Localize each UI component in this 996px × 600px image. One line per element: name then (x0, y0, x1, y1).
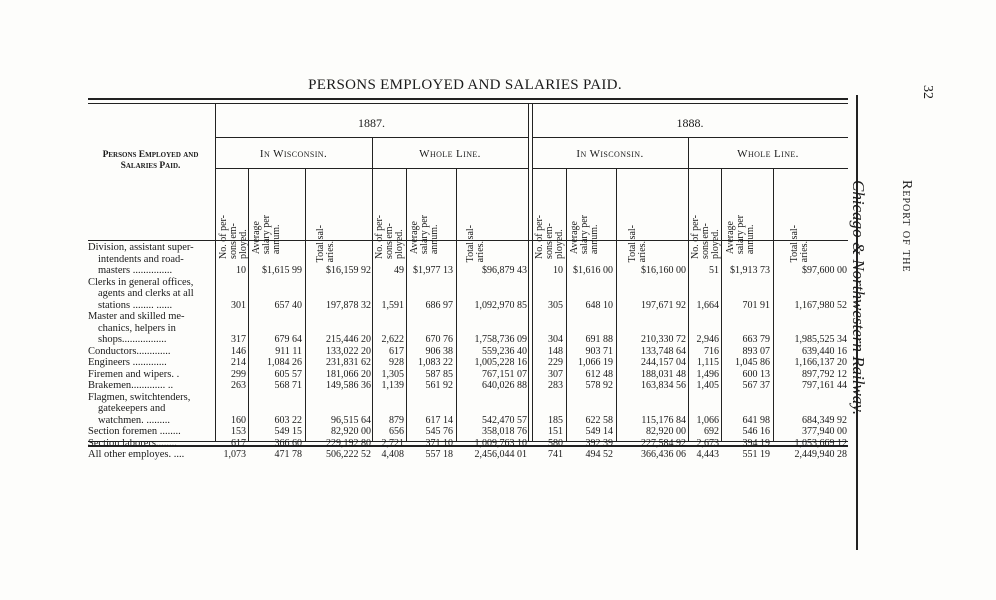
table-cell: 622 58 (585, 414, 613, 426)
column-header: No. of per- sons em- ployed. (690, 215, 721, 259)
table-cell: 10 (553, 265, 563, 276)
table-cell: 686 97 (425, 299, 453, 311)
table-cell: 679 64 (274, 334, 302, 345)
row-label: shops................. (98, 334, 167, 345)
col-divider (305, 168, 306, 441)
table-cell: 471 78 (274, 449, 302, 460)
table-cell: 1,045 86 (735, 357, 770, 368)
column-header: No. of per- sons em- ployed. (218, 215, 249, 259)
table-cell: 639,440 16 (802, 345, 847, 357)
table-cell: $97,600 00 (802, 265, 847, 276)
table-cell: 188,031 48 (641, 368, 686, 380)
table-cell: 580 (548, 437, 563, 449)
region-whole-line-1888: Whole Line. (737, 148, 799, 160)
table-cell: 568 71 (274, 380, 302, 391)
table-cell: 567 37 (742, 380, 770, 391)
table-cell: 605 57 (274, 368, 302, 380)
region-wisconsin-1888: In Wisconsin. (576, 148, 644, 160)
table-cell: 1,066 (696, 414, 719, 426)
table-cell: 1,167,980 52 (794, 299, 847, 311)
table-cell: 1,496 (696, 368, 719, 380)
table-cell: 691 88 (585, 334, 613, 345)
column-header: Average salary per annum. (409, 215, 440, 255)
table-cell: 149,586 36 (326, 380, 371, 391)
table-cell: 640,026 88 (482, 380, 527, 391)
table-cell: 160 (231, 414, 246, 426)
row-label: Section foremen ........ (88, 426, 181, 437)
table-cell: 1,066 19 (578, 357, 613, 368)
table-cell: 1,758,736 09 (474, 334, 527, 345)
table-cell: 1,005,228 16 (474, 357, 527, 368)
table-cell: 545 76 (425, 426, 453, 437)
table-cell: 692 (704, 426, 719, 437)
row-label: All other employes. .... (88, 449, 185, 460)
row-label: masters ............... (98, 265, 173, 276)
table-cell: 1,166,137 20 (794, 357, 847, 368)
table-cell: 358,018 76 (482, 426, 527, 437)
table-cell: 1,305 (381, 368, 404, 380)
table-cell: 197,878 32 (326, 299, 371, 311)
table-cell: 587 85 (425, 368, 453, 380)
table-cell: 906 38 (425, 345, 453, 357)
column-header: No. of per- sons em- ployed. (534, 215, 565, 259)
column-header: Total sal- aries. (627, 225, 648, 263)
table-cell: 684,349 92 (802, 414, 847, 426)
table-cell: 546 16 (742, 426, 770, 437)
table-cell: 617 14 (425, 414, 453, 426)
table-cell: 49 (394, 265, 404, 276)
row-label: Section laborers........ (88, 437, 177, 449)
table-cell: 897,792 12 (802, 368, 847, 380)
row-label: stations ........ ...... (98, 299, 173, 311)
table-cell: 163,834 56 (641, 380, 686, 391)
row-label: Engineers ............. (88, 357, 167, 368)
region-divider-1887 (372, 137, 373, 441)
column-header: Average salary per annum. (251, 215, 282, 255)
table-cell: 559,236 40 (482, 345, 527, 357)
row-label: chanics, helpers in (98, 322, 176, 334)
year-1888: 1888. (676, 116, 704, 130)
table-cell: $1,913 73 (730, 265, 770, 276)
column-header: No. of per- sons em- ployed. (374, 215, 405, 259)
row-label: intendents and road- (98, 253, 184, 265)
table-cell: $1,977 13 (413, 265, 453, 276)
table-cell: 4,408 (381, 449, 404, 460)
table-cell: 663 79 (742, 334, 770, 345)
table-cell: 2,622 (381, 334, 404, 345)
column-header: Average salary per annum. (725, 215, 756, 255)
table-cell: 301 (231, 299, 246, 311)
table-cell: 1,083 22 (418, 357, 453, 368)
table-cell: 2,456,044 01 (474, 449, 527, 460)
table-cell: 911 11 (275, 345, 302, 357)
table-cell: 648 10 (585, 299, 613, 311)
row-label: Clerks in general offices, (88, 276, 194, 288)
top-rule-thick (88, 98, 848, 100)
table-cell: 305 (548, 299, 563, 311)
table-cell: 210,330 72 (641, 334, 686, 345)
table-cell: 506,222 52 (326, 449, 371, 460)
year-rule-1887 (215, 137, 528, 138)
table-cell: 657 40 (274, 299, 302, 311)
table-cell: 1,405 (696, 380, 719, 391)
table-cell: 151 (548, 426, 563, 437)
table-cell: $16,160 00 (641, 265, 686, 276)
table-cell: 549 14 (585, 426, 613, 437)
table-cell: 133,748 64 (641, 345, 686, 357)
year-divider-a (528, 103, 529, 441)
table-cell: 741 (548, 449, 563, 460)
table-cell: $96,879 43 (482, 265, 527, 276)
row-label: Division, assistant super- (88, 242, 194, 253)
table-cell: 603 22 (274, 414, 302, 426)
table-cell: 377,940 00 (802, 426, 847, 437)
col-divider (773, 168, 774, 441)
table-cell: 561 92 (425, 380, 453, 391)
table-cell: 1,664 (696, 299, 719, 311)
table-cell: 1,092,970 85 (474, 299, 527, 311)
table-cell: 2,721 (381, 437, 404, 449)
row-label: gatekeepers and (98, 403, 166, 414)
table-cell: 181,066 20 (326, 368, 371, 380)
table-cell: 304 (548, 334, 563, 345)
table-cell: 1,053,669 12 (794, 437, 847, 449)
table-cell: 96,515 64 (331, 414, 371, 426)
row-label: agents and clerks at all (98, 288, 194, 299)
table-cell: 307 (548, 368, 563, 380)
table-cell: 244,157 04 (641, 357, 686, 368)
table-cell: 2,946 (696, 334, 719, 345)
table-cell: 392 39 (585, 437, 613, 449)
table-cell: 227,584 92 (641, 437, 686, 449)
table-cell: 283 (548, 380, 563, 391)
column-header: Average salary per annum. (569, 215, 600, 255)
table-cell: 82,920 00 (331, 426, 371, 437)
table-cell: $1,616 00 (573, 265, 613, 276)
table-cell: 394 19 (742, 437, 770, 449)
table-cell: 1,073 (223, 449, 246, 460)
page-number: 32 (920, 85, 935, 99)
table-cell: 4,443 (696, 449, 719, 460)
table-cell: 670 76 (425, 334, 453, 345)
table-cell: 185 (548, 414, 563, 426)
table-cell: 366 60 (274, 437, 302, 449)
table-cell: 82,920 00 (646, 426, 686, 437)
table-cell: 317 (231, 334, 246, 345)
table-cell: 797,161 44 (802, 380, 847, 391)
table-cell: 1,139 (381, 380, 404, 391)
table-cell: 903 71 (585, 345, 613, 357)
table-cell: 10 (236, 265, 246, 276)
table-cell: 600 13 (742, 368, 770, 380)
table-cell: 299 (231, 368, 246, 380)
table-cell: 146 (231, 345, 246, 357)
table-cell: 229 (548, 357, 563, 368)
year-rule-1888 (532, 137, 848, 138)
table-cell: 371 10 (425, 437, 453, 449)
table-cell: 551 19 (742, 449, 770, 460)
table-cell: 215,446 20 (326, 334, 371, 345)
table-cell: 263 (231, 380, 246, 391)
table-cell: 2,673 (696, 437, 719, 449)
region-divider-1888 (688, 137, 689, 441)
table-cell: 557 18 (425, 449, 453, 460)
table-cell: 1,591 (381, 299, 404, 311)
table-cell: 578 92 (585, 380, 613, 391)
table-cell: 767,151 07 (482, 368, 527, 380)
column-header: Total sal- aries. (789, 225, 810, 263)
table-cell: 153 (231, 426, 246, 437)
table-cell: 549 15 (274, 426, 302, 437)
table-cell: 197,671 92 (641, 299, 686, 311)
table-cell: 1,115 (696, 357, 719, 368)
table-cell: 617 (231, 437, 246, 449)
column-header: Total sal- aries. (315, 225, 336, 263)
table-cell: 494 52 (585, 449, 613, 460)
table-cell: 1,009,763 10 (474, 437, 527, 449)
row-label: Master and skilled me- (88, 311, 185, 322)
table-cell: $16,159 92 (326, 265, 371, 276)
table-cell: $1,615 99 (262, 265, 302, 276)
table-cell: 1,084 26 (267, 357, 302, 368)
region-wisconsin-1887: In Wisconsin. (259, 148, 328, 160)
region-whole-line-1887: Whole Line. (419, 148, 481, 160)
table-cell: 51 (709, 265, 719, 276)
table-cell: 716 (704, 345, 719, 357)
table-cell: 231,831 62 (326, 357, 371, 368)
table-cell: 366,436 06 (641, 449, 686, 460)
table-cell: 612 48 (585, 368, 613, 380)
table-cell: 1,985,525 34 (794, 334, 847, 345)
table-cell: 656 (389, 426, 404, 437)
table-cell: 214 (231, 357, 246, 368)
year-1887: 1887. (358, 116, 385, 130)
table-cell: 2,449,940 28 (794, 449, 847, 460)
table-cell: 542,470 57 (482, 414, 527, 426)
row-label: Conductors............. (88, 345, 171, 357)
table-cell: 928 (389, 357, 404, 368)
column-header: Total sal- aries. (465, 225, 486, 263)
row-label: Flagmen, switchtenders, (88, 391, 191, 403)
row-label: watchmen. ......... (98, 414, 171, 426)
table-cell: 115,176 84 (641, 414, 686, 426)
table-cell: 701 91 (742, 299, 770, 311)
top-rule-thin (88, 103, 848, 104)
table-cell: 641 98 (742, 414, 770, 426)
table-cell: 879 (389, 414, 404, 426)
table-cell: 229,192 80 (326, 437, 371, 449)
table-cell: 148 (548, 345, 563, 357)
row-label: Firemen and wipers. . (88, 368, 180, 380)
table-cell: 133,022 20 (326, 345, 371, 357)
table-cell: 617 (389, 345, 404, 357)
table-cell: 893 07 (742, 345, 770, 357)
page-title: PERSONS EMPLOYED AND SALARIES PAID. (308, 77, 622, 93)
stub-header: Persons Employed and Salaries Paid. (102, 150, 199, 171)
row-label: Brakemen............. .. (88, 380, 174, 391)
